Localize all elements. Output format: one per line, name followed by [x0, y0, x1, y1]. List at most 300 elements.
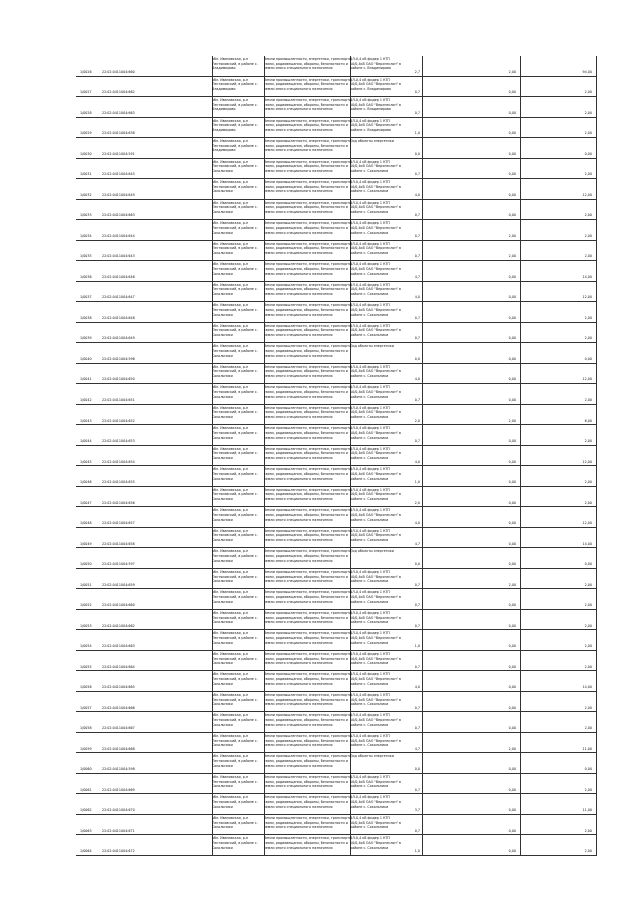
row-number: 1/0035	[80, 254, 92, 259]
total-value: 2,00	[584, 644, 592, 649]
object-description: Под объекты энергетики	[350, 344, 394, 349]
share-value: 2,00	[508, 254, 516, 259]
location-text: обл. Ивановская, р-н Пестяковский, в районе с. Сокольники	[212, 795, 258, 809]
total-value: 14,00	[582, 274, 592, 279]
area-value: 1,0	[414, 849, 420, 854]
area-value: 0,7	[414, 439, 420, 444]
object-description: ВЛ-0,4 кВ фидер 1 КТП 10/0,4кВ ОАО "Верхнеслон" в районе с. Сокольники	[350, 221, 401, 235]
total-value: 0,00	[584, 151, 592, 156]
object-description: ВЛ-0,4 кВ фидер 1 КТП 10/0,4кВ ОАО "Верхнеслон" в районе с. Владимирово	[350, 77, 401, 91]
share-value: 0,00	[508, 705, 516, 710]
share-value: 2,00	[508, 582, 516, 587]
cadastral-number: 22:02:0411004:648	[102, 315, 135, 320]
location-text: обл. Ивановская, р-н Пестяковский, в районе с. Сокольники	[212, 651, 258, 666]
land-category-text: Земли промышленности, энергетики, транспорта, связи, радиовещания, обороны, безопасности и земли иного специального назначения	[264, 692, 353, 707]
object-description: ВЛ-0,4 кВ фидер 1 КТП 10/0,4кВ ОАО "Верхнеслон" в районе с. Владимирово	[350, 118, 401, 132]
object-description: Под объекты энергетики	[350, 549, 394, 554]
land-category-text: Земли промышленности, энергетики, транспорта, связи, радиовещания, обороны, безопасности и земли иного специального назначения	[264, 508, 353, 522]
cadastral-number: 22:02:0411004:671	[102, 828, 135, 833]
area-value: 4,0	[414, 685, 420, 690]
table-row	[76, 364, 596, 385]
table-row	[76, 138, 596, 159]
share-value: 2,00	[508, 418, 516, 423]
row-number: 1/0051	[80, 582, 92, 587]
share-value: 0,00	[508, 623, 516, 628]
row-number: 1/0034	[80, 233, 92, 238]
cadastral-number: 22:02:0411004:643	[102, 254, 135, 259]
area-value: 1,0	[414, 644, 420, 649]
object-description: ВЛ-0,4 кВ фидер 1 КТП 10/0,4кВ ОАО "Верхнеслон" в районе с. Сокольники	[350, 774, 401, 789]
land-category-text: Земли промышленности, энергетики, транспорта, связи, радиовещания, обороны, безопасности и земли иного специального назначения	[264, 426, 353, 440]
row-number: 1/0064	[80, 849, 92, 854]
row-number: 1/0040	[80, 356, 92, 361]
location-text: обл. Ивановская, р-н Пестяковский, в районе с. Сокольники	[212, 385, 258, 399]
share-value: 2,00	[508, 746, 516, 751]
total-value: 2,00	[584, 90, 592, 95]
share-value: 0,00	[508, 274, 516, 279]
total-value: 2,00	[584, 828, 592, 833]
total-value: 14,00	[582, 685, 592, 690]
total-value: 2,00	[584, 705, 592, 710]
total-value: 2,00	[584, 726, 592, 731]
total-value: 12,00	[582, 295, 592, 300]
table-row	[76, 733, 596, 754]
location-text: обл. Ивановская, р-н Пестяковский, в районе с. Сокольники	[212, 241, 258, 256]
area-value: 0,7	[414, 726, 420, 731]
row-number: 1/0039	[80, 336, 92, 341]
table-row	[76, 712, 596, 733]
land-category-text: Земли промышленности, энергетики, транспорта, связи, радиовещания, обороны, безопасности и земли иного специального назначения	[264, 733, 353, 748]
row-number: 1/0038	[80, 315, 92, 320]
location-text: обл. Ивановская, р-н Пестяковский, в районе с. Сокольники	[212, 672, 258, 686]
area-value: 0,7	[414, 336, 420, 341]
total-value: 2,00	[584, 480, 592, 485]
area-value: 2,0	[414, 500, 420, 505]
location-text: обл. Ивановская, р-н Пестяковский, в районе с. Сокольники	[212, 426, 258, 440]
cadastral-number: 22:02:0411004:652	[102, 418, 135, 423]
total-value: 2,00	[584, 849, 592, 854]
land-category-text: Земли промышленности, энергетики, транспорта, связи, радиовещания, обороны, безопасности и земли иного специального назначения	[264, 323, 353, 338]
location-text: обл. Ивановская, р-н Пестяковский, в районе с. Владимирово	[212, 98, 258, 112]
object-description: Под объекты энергетики	[350, 754, 394, 759]
share-value: 2,00	[508, 69, 516, 74]
cadastral-number: 22:02:0411004:644	[102, 233, 135, 238]
object-description: ВЛ-0,4 кВ фидер 1 КТП 10/0,4кВ ОАО "Верхнеслон" в районе с. Сокольники	[350, 692, 401, 707]
object-description: ВЛ-0,4 кВ фидер 1 КТП 10/0,4кВ ОАО "Верхнеслон" в районе с. Сокольники	[350, 590, 401, 604]
object-description: ВЛ-0,4 кВ фидер 1 КТП 10/0,4кВ ОАО "Верхнеслон" в районе с. Сокольники	[350, 180, 401, 194]
row-number: 1/0062	[80, 808, 92, 813]
cadastral-number: 22:02:0411004:656	[102, 500, 135, 505]
share-value: 0,00	[508, 664, 516, 669]
object-description: ВЛ-0,4 кВ фидер 1 КТП 10/0,4кВ ОАО "Верхнеслон" в районе с. Сокольники	[350, 672, 401, 686]
object-description: ВЛ-0,4 кВ фидер 1 КТП 10/0,4кВ ОАО "Верхнеслон" в районе с. Сокольники	[350, 733, 401, 748]
table-row	[76, 835, 596, 856]
location-text: обл. Ивановская, р-н Пестяковский, в районе с. Сокольники	[212, 713, 258, 727]
row-number: 1/0026	[80, 69, 92, 74]
land-category-text: Земли промышленности, энергетики, транспорта, связи, радиовещания, обороны, безопасности и земли иного специального назначения	[264, 98, 353, 112]
location-text: обл. Ивановская, р-н Пестяковский, в районе с. Сокольники	[212, 344, 258, 358]
object-description: ВЛ-0,4 кВ фидер 1 КТП 10/0,4кВ ОАО "Верхнеслон" в районе с. Сокольники	[350, 713, 401, 727]
table-row	[76, 405, 596, 426]
cadastral-number: 22:02:0411004:662	[102, 623, 135, 628]
total-value: 12,00	[582, 521, 592, 526]
location-text: обл. Ивановская, р-н Пестяковский, в районе с. Сокольники	[212, 303, 258, 317]
share-value: 0,00	[508, 131, 516, 136]
cadastral-number: 22:02:0411004:645	[102, 172, 135, 177]
total-value: 2,00	[584, 582, 592, 587]
area-value: 0,0	[414, 356, 420, 361]
area-value: 0,0	[414, 151, 420, 156]
object-description: ВЛ-0,4 кВ фидер 1 КТП 10/0,4кВ ОАО "Верхнеслон" в районе с. Сокольники	[350, 323, 401, 338]
land-category-text: Земли промышленности, энергетики, транспорта, связи, радиовещания, обороны, безопасности и земли иного специального назначения	[264, 713, 353, 727]
total-value: 2,00	[584, 623, 592, 628]
cadastral-number: 22:02:0411004:651	[102, 398, 135, 402]
land-category-text: Земли промышленности, энергетики, транспорта, связи, радиовещания, обороны, безопасности и земли иного специального назначения	[264, 549, 353, 563]
area-value: 4,7	[414, 746, 420, 751]
object-description: ВЛ-0,4 кВ фидер 1 КТП 10/0,4кВ ОАО "Верхнеслон" в районе с. Сокольники	[350, 467, 401, 481]
total-value: 2,00	[584, 254, 592, 259]
location-text: обл. Ивановская, р-н Пестяковский, в районе с. Сокольники	[212, 221, 258, 235]
land-category-text: Земли промышленности, энергетики, транспорта, связи, радиовещания, обороны, безопасности и земли иного специального назначения	[264, 262, 353, 276]
cadastral-number: 22:02:0411004:597	[102, 562, 135, 567]
cadastral-number: 22:02:0411004:669	[102, 787, 135, 792]
land-category-text: Земли промышленности, энергетики, транспорта, связи, радиовещания, обороны, безопасности и земли иного специального назначения	[264, 405, 353, 420]
land-category-text: Земли промышленности, энергетики, транспорта, связи, радиовещания, обороны, безопасности и земли иного специального назначения	[264, 344, 353, 358]
table-row	[76, 671, 596, 692]
share-value: 0,00	[508, 459, 516, 464]
row-number: 1/0027	[80, 90, 92, 95]
share-value: 0,00	[508, 315, 516, 320]
object-description: ВЛ-0,4 кВ фидер 1 КТП 10/0,4кВ ОАО "Верхнеслон" в районе с. Сокольники	[350, 631, 401, 645]
area-value: 4,7	[414, 274, 420, 279]
share-value: 0,00	[508, 787, 516, 792]
share-value: 0,00	[508, 726, 516, 731]
table-row	[76, 343, 596, 364]
location-text: обл. Ивановская, р-н Пестяковский, в районе с. Сокольники	[212, 282, 258, 297]
cadastral-number: 22:02:0411004:647	[102, 295, 135, 300]
cadastral-number: 22:02:0411004:596	[102, 356, 135, 361]
row-number: 1/0041	[80, 377, 92, 382]
land-category-text: Земли промышленности, энергетики, транспорта, связи, радиовещания, обороны, безопасности и земли иного специального назначения	[264, 139, 353, 153]
table-row	[76, 179, 596, 200]
row-number: 1/0055	[80, 664, 92, 669]
land-category-text: Земли промышленности, энергетики, транспорта, связи, радиовещания, обороны, безопасности и земли иного специального назначения	[264, 221, 353, 235]
row-number: 1/0054	[80, 644, 92, 649]
land-category-text: Земли промышленности, энергетики, транспорта, связи, радиовещания, обороны, безопасности и земли иного специального назначения	[264, 446, 353, 461]
row-number: 1/0046	[80, 480, 92, 485]
area-value: 0,7	[414, 664, 420, 669]
share-value: 0,00	[508, 849, 516, 854]
table-row	[76, 753, 596, 774]
row-number: 1/0063	[80, 828, 92, 833]
row-number: 1/0032	[80, 192, 92, 197]
total-value: 2,00	[584, 439, 592, 444]
share-value: 0,00	[508, 685, 516, 690]
share-value: 0,00	[508, 110, 516, 115]
land-category-text: Земли промышленности, энергетики, транспорта, связи, радиовещания, обороны, безопасности и земли иного специального назначения	[264, 241, 353, 256]
column-divider	[596, 56, 597, 856]
table-row	[76, 159, 596, 180]
row-number: 1/0050	[80, 562, 92, 567]
total-value: 94,00	[582, 69, 592, 74]
total-value: 2,00	[584, 787, 592, 792]
area-value: 0,7	[414, 623, 420, 628]
location-text: обл. Ивановская, р-н Пестяковский, в районе с. Сокольники	[212, 590, 258, 604]
location-text: обл. Ивановская, р-н Пестяковский, в районе с. Сокольники	[212, 549, 258, 563]
location-text: обл. Ивановская, р-н Пестяковский, в районе с. Сокольники	[212, 405, 258, 420]
share-value: 0,00	[508, 90, 516, 95]
total-value: 0,00	[584, 562, 592, 567]
location-text: обл. Ивановская, р-н Пестяковский, в районе с. Владимирово	[212, 57, 258, 71]
object-description: ВЛ-0,4 кВ фидер 1 КТП 10/0,4кВ ОАО "Верхнеслон" в районе с. Сокольники	[350, 815, 401, 830]
table-row	[76, 487, 596, 508]
cadastral-number: 22:02:0411004:672	[102, 849, 135, 854]
cadastral-number: 22:02:0411004:667	[102, 726, 135, 731]
total-value: 2,00	[584, 110, 592, 115]
table-row	[76, 282, 596, 303]
total-value: 6,00	[584, 418, 592, 423]
cadastral-number: 22:02:0411004:654	[102, 459, 135, 464]
cadastral-number: 22:02:0411004:663	[102, 213, 135, 218]
object-description: ВЛ-0,4 кВ фидер 1 КТП 10/0,4кВ ОАО "Верхнеслон" в районе с. Сокольники	[350, 508, 401, 522]
object-description: ВЛ-0,4 кВ фидер 1 КТП 10/0,4кВ ОАО "Верхнеслон" в районе с. Сокольники	[350, 426, 401, 440]
area-value: 4,0	[414, 521, 420, 526]
cadastral-number: 22:02:0411004:663	[102, 644, 135, 649]
table-row	[76, 528, 596, 549]
table-row	[76, 446, 596, 467]
object-description: ВЛ-0,4 кВ фидер 1 КТП 10/0,4кВ ОАО "Верхнеслон" в районе с. Сокольники	[350, 569, 401, 584]
land-category-text: Земли промышленности, энергетики, транспорта, связи, радиовещания, обороны, безопасности и земли иного специального назначения	[264, 610, 353, 625]
object-description: ВЛ-0,4 кВ фидер 1 КТП 10/0,4кВ ОАО "Верхнеслон" в районе с. Сокольники	[350, 200, 401, 214]
area-value: 2,7	[414, 69, 420, 74]
land-category-text: Земли промышленности, энергетики, транспорта, связи, радиовещания, обороны, безопасности и земли иного специального назначения	[264, 569, 353, 584]
cadastral-number: 22:02:0411004:666	[102, 705, 135, 710]
location-text: обл. Ивановская, р-н Пестяковский, в районе с. Сокольники	[212, 159, 258, 173]
land-category-text: Земли промышленности, энергетики, транспорта, связи, радиовещания, обороны, безопасности и земли иного специального назначения	[264, 754, 353, 768]
table-row	[76, 466, 596, 487]
row-number: 1/0049	[80, 541, 92, 546]
cadastral-number: 22:02:0411004:657	[102, 521, 135, 526]
area-value: 4,0	[414, 295, 420, 300]
location-text: обл. Ивановская, р-н Пестяковский, в районе с. Сокольники	[212, 446, 258, 461]
area-value: 4,7	[414, 541, 420, 546]
land-category-text: Земли промышленности, энергетики, транспорта, связи, радиовещания, обороны, безопасности и земли иного специального назначения	[264, 467, 353, 481]
land-category-text: Земли промышленности, энергетики, транспорта, связи, радиовещания, обороны, безопасности и земли иного специального назначения	[264, 528, 353, 543]
row-number: 1/0058	[80, 726, 92, 731]
area-value: 0,7	[414, 787, 420, 792]
area-value: 0,7	[414, 828, 420, 833]
share-value: 0,00	[508, 192, 516, 197]
row-number: 1/0029	[80, 131, 92, 136]
land-category-text: Земли промышленности, энергетики, транспорта, связи, радиовещания, обороны, безопасности и земли иного специального назначения	[264, 672, 353, 686]
row-number: 1/0056	[80, 685, 92, 690]
area-value: 0,7	[414, 90, 420, 95]
table-row	[76, 323, 596, 344]
object-description: ВЛ-0,4 кВ фидер 1 КТП 10/0,4кВ ОАО "Верхнеслон" в районе с. Сокольники	[350, 795, 401, 809]
total-value: 12,00	[582, 377, 592, 382]
row-number: 1/0059	[80, 746, 92, 751]
table-row	[76, 794, 596, 815]
total-value: 2,00	[584, 131, 592, 136]
area-value: 0,7	[414, 582, 420, 587]
total-value: 2,00	[584, 336, 592, 341]
row-number: 1/0037	[80, 295, 92, 300]
table-row	[76, 815, 596, 836]
location-text: обл. Ивановская, р-н Пестяковский, в районе с. Сокольники	[212, 836, 258, 850]
land-category-text: Земли промышленности, энергетики, транспорта, связи, радиовещания, обороны, безопасности и земли иного специального назначения	[264, 282, 353, 297]
total-value: 2,00	[584, 172, 592, 177]
share-value: 0,00	[508, 295, 516, 300]
location-text: обл. Ивановская, р-н Пестяковский, в районе с. Сокольники	[212, 774, 258, 789]
table-row	[76, 118, 596, 139]
object-description: ВЛ-0,4 кВ фидер 1 КТП 10/0,4кВ ОАО "Верхнеслон" в районе с. Сокольники	[350, 836, 401, 850]
location-text: обл. Ивановская, р-н Пестяковский, в районе с. Сокольники	[212, 631, 258, 645]
object-description: ВЛ-0,4 кВ фидер 1 КТП 10/0,4кВ ОАО "Верхнеслон" в районе с. Сокольники	[350, 385, 401, 399]
share-value: 0,00	[508, 213, 516, 218]
cadastral-number: 22:02:0411004:662	[102, 90, 135, 95]
cadastral-number: 22:02:0411004:660	[102, 69, 135, 74]
location-text: обл. Ивановская, р-н Пестяковский, в районе с. Владимирово	[212, 139, 258, 153]
table-row	[76, 200, 596, 221]
table-row	[76, 569, 596, 590]
table-row	[76, 589, 596, 610]
total-value: 2,00	[584, 398, 592, 402]
area-value: 0,7	[414, 398, 420, 402]
total-value: 0,00	[584, 767, 592, 772]
table-row	[76, 774, 596, 795]
row-number: 1/0048	[80, 521, 92, 526]
land-category-text: Земли промышленности, энергетики, транспорта, связи, радиовещания, обороны, безопасности и земли иного специального назначения	[264, 180, 353, 194]
land-category-text: Земли промышленности, энергетики, транспорта, связи, радиовещания, обороны, безопасности и земли иного специального назначения	[264, 795, 353, 809]
table-row	[76, 548, 596, 569]
land-category-text: Земли промышленности, энергетики, транспорта, связи, радиовещания, обороны, безопасности и земли иного специального назначения	[264, 651, 353, 666]
share-value: 0,00	[508, 808, 516, 813]
location-text: обл. Ивановская, р-н Пестяковский, в районе с. Сокольники	[212, 467, 258, 481]
object-description: ВЛ-0,4 кВ фидер 1 КТП 10/0,4кВ ОАО "Верхнеслон" в районе с. Сокольники	[350, 282, 401, 297]
land-category-text: Земли промышленности, энергетики, транспорта, связи, радиовещания, обороны, безопасности и земли иного специального назначения	[264, 631, 353, 645]
area-value: 4,0	[414, 192, 420, 197]
share-value: 0,00	[508, 541, 516, 546]
cadastral-number: 22:02:0411004:638	[102, 131, 135, 136]
table-row	[76, 56, 596, 77]
cadastral-number: 22:02:0411004:664	[102, 664, 135, 669]
object-description: ВЛ-0,4 кВ фидер 1 КТП 10/0,4кВ ОАО "Верхнеслон" в районе с. Сокольники	[350, 364, 401, 379]
table-row	[76, 651, 596, 672]
area-value: 0,7	[414, 705, 420, 710]
table-row	[76, 97, 596, 118]
row-number: 1/0043	[80, 418, 92, 423]
object-description: ВЛ-0,4 кВ фидер 1 КТП 10/0,4кВ ОАО "Верхнеслон" в районе с. Сокольники	[350, 262, 401, 276]
area-value: 0,7	[414, 233, 420, 238]
share-value: 0,00	[508, 644, 516, 649]
object-description: ВЛ-0,4 кВ фидер 1 КТП 10/0,4кВ ОАО "Верхнеслон" в районе с. Сокольники	[350, 303, 401, 317]
area-value: 0,7	[414, 315, 420, 320]
land-category-text: Земли промышленности, энергетики, транспорта, связи, радиовещания, обороны, безопасности и земли иного специального назначения	[264, 815, 353, 830]
table-row	[76, 241, 596, 262]
cadastral-number: 22:02:0411004:646	[102, 274, 135, 279]
land-category-text: Земли промышленности, энергетики, транспорта, связи, радиовещания, обороны, безопасности и земли иного специального назначения	[264, 385, 353, 399]
share-value: 0,00	[508, 172, 516, 177]
land-plot-table	[76, 56, 596, 856]
land-category-text: Земли промышленности, энергетики, транспорта, связи, радиовещания, обороны, безопасности и земли иного специального назначения	[264, 836, 353, 850]
table-row	[76, 261, 596, 282]
row-number: 1/0044	[80, 439, 92, 444]
share-value: 0,00	[508, 377, 516, 382]
area-value: 0,7	[414, 213, 420, 218]
cadastral-number: 22:02:0411004:655	[102, 480, 135, 485]
location-text: обл. Ивановская, р-н Пестяковский, в районе с. Сокольники	[212, 487, 258, 502]
table-row	[76, 507, 596, 528]
location-text: обл. Ивановская, р-н Пестяковский, в районе с. Сокольники	[212, 692, 258, 707]
land-category-text: Земли промышленности, энергетики, транспорта, связи, радиовещания, обороны, безопасности и земли иного специального назначения	[264, 159, 353, 173]
total-value: 11,00	[582, 808, 592, 813]
object-description: ВЛ-0,4 кВ фидер 1 КТП 10/0,4кВ ОАО "Верхнеслон" в районе с. Владимирово	[350, 57, 401, 71]
location-text: обл. Ивановская, р-н Пестяковский, в районе с. Сокольники	[212, 528, 258, 543]
location-text: обл. Ивановская, р-н Пестяковский, в районе с. Сокольники	[212, 569, 258, 584]
cadastral-number: 22:02:0411004:658	[102, 541, 135, 546]
table-row	[76, 610, 596, 631]
table-row	[76, 77, 596, 98]
table-row	[76, 220, 596, 241]
location-text: обл. Ивановская, р-н Пестяковский, в районе с. Сокольники	[212, 200, 258, 214]
share-value: 0,00	[508, 439, 516, 444]
cadastral-number: 22:02:0411004:649	[102, 336, 135, 341]
row-number: 1/0057	[80, 705, 92, 710]
object-description: ВЛ-0,4 кВ фидер 1 КТП 10/0,4кВ ОАО "Верхнеслон" в районе с. Сокольники	[350, 405, 401, 420]
area-value: 1,0	[414, 131, 420, 136]
cadastral-number: 22:02:0411004:665	[102, 685, 135, 690]
area-value: 0,7	[414, 254, 420, 259]
object-description: ВЛ-0,4 кВ фидер 1 КТП 10/0,4кВ ОАО "Верхнеслон" в районе с. Сокольники	[350, 159, 401, 173]
total-value: 2,00	[584, 603, 592, 608]
location-text: обл. Ивановская, р-н Пестяковский, в районе с. Владимирово	[212, 118, 258, 132]
table-row	[76, 630, 596, 651]
location-text: обл. Ивановская, р-н Пестяковский, в районе с. Сокольники	[212, 733, 258, 748]
total-value: 14,00	[582, 541, 592, 546]
location-text: обл. Ивановская, р-н Пестяковский, в районе с. Сокольники	[212, 323, 258, 338]
row-number: 1/0031	[80, 172, 92, 177]
land-category-text: Земли промышленности, энергетики, транспорта, связи, радиовещания, обороны, безопасности и земли иного специального назначения	[264, 774, 353, 789]
row-number: 1/0052	[80, 603, 92, 608]
cadastral-number: 22:02:0411004:591	[102, 151, 135, 156]
table-row	[76, 302, 596, 323]
total-value: 12,00	[582, 192, 592, 197]
object-description: ВЛ-0,4 кВ фидер 1 КТП 10/0,4кВ ОАО "Верхнеслон" в районе с. Сокольники	[350, 241, 401, 256]
land-category-text: Земли промышленности, энергетики, транспорта, связи, радиовещания, обороны, безопасности и земли иного специального назначения	[264, 200, 353, 214]
cadastral-number: 22:02:0411004:663	[102, 110, 135, 115]
total-value: 0,00	[584, 356, 592, 361]
table-row	[76, 692, 596, 713]
total-value: 2,00	[584, 233, 592, 238]
area-value: 0,7	[414, 172, 420, 177]
location-text: обл. Ивановская, р-н Пестяковский, в районе с. Сокольники	[212, 364, 258, 379]
location-text: обл. Ивановская, р-н Пестяковский, в районе с. Сокольники	[212, 610, 258, 625]
row-number: 1/0053	[80, 623, 92, 628]
area-value: 2,0	[414, 418, 420, 423]
total-value: 2,00	[584, 664, 592, 669]
total-value: 2,00	[584, 500, 592, 505]
total-value: 2,00	[584, 315, 592, 320]
share-value: 0,00	[508, 828, 516, 833]
area-value: 4,0	[414, 377, 420, 382]
share-value: 0,00	[508, 500, 516, 505]
location-text: обл. Ивановская, р-н Пестяковский, в районе с. Сокольники	[212, 508, 258, 522]
cadastral-number: 22:02:0411004:653	[102, 439, 135, 444]
location-text: обл. Ивановская, р-н Пестяковский, в районе с. Владимирово	[212, 77, 258, 91]
land-category-text: Земли промышленности, энергетики, транспорта, связи, радиовещания, обороны, безопасности и земли иного специального назначения	[264, 303, 353, 317]
land-category-text: Земли промышленности, энергетики, транспорта, связи, радиовещания, обороны, безопасности и земли иного специального назначения	[264, 77, 353, 91]
share-value: 0,00	[508, 398, 516, 402]
